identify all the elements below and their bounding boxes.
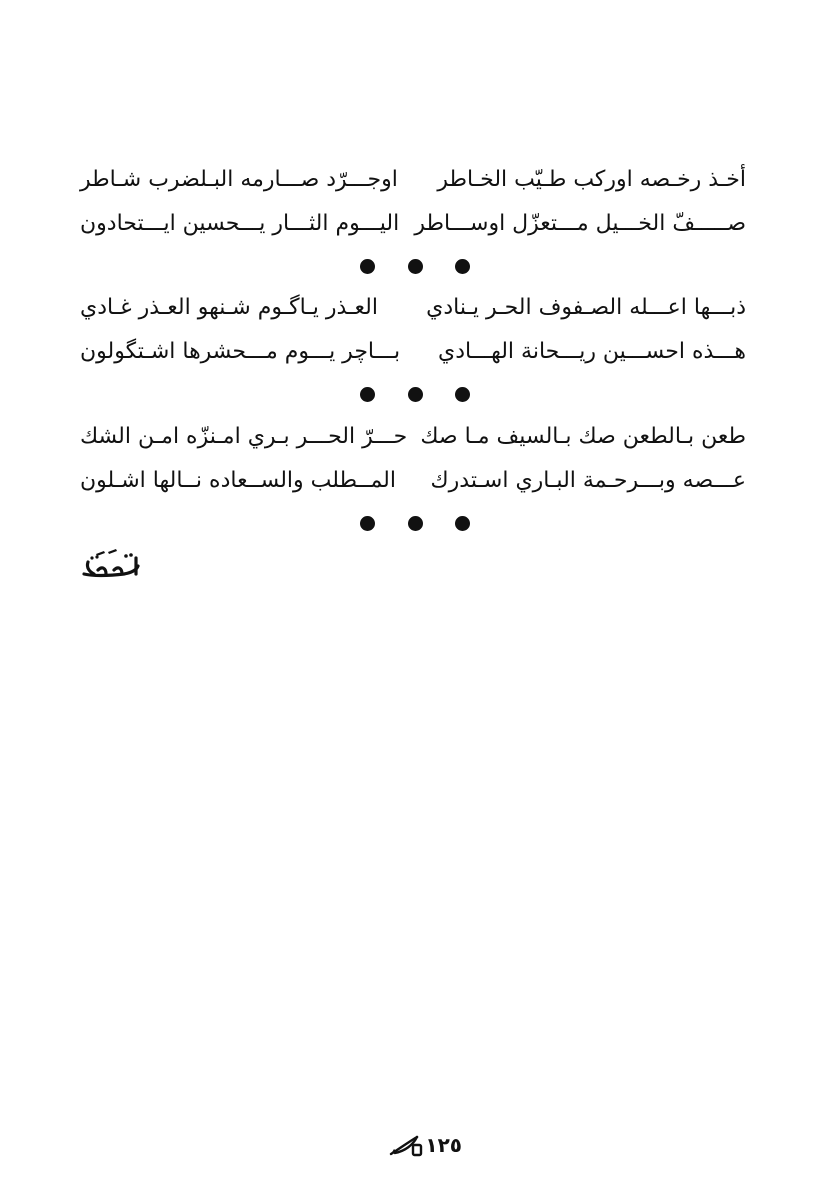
dot-icon [455,387,470,402]
verse-line [80,286,746,330]
first-hemistich: صـــــفّ الخـــيل مـــتعزّل اوســـاطر [414,211,746,236]
page-number [372,1130,462,1160]
stanza-divider [360,512,470,534]
verse-line [80,415,746,459]
dot-icon [455,516,470,531]
first-hemistich: عـــصه وبـــرحـمة البـاري اسـتدرك [430,468,746,493]
dot-icon [455,259,470,274]
dot-icon [360,259,375,274]
dot-icon [360,516,375,531]
stanza-divider [360,383,470,405]
end-mark-calligraphy [78,546,144,582]
stanza-divider [360,255,470,277]
dot-icon [408,516,423,531]
second-hemistich: العـذر يـاگـوم شـنهو العـذر غـادي [80,295,378,320]
second-hemistich: اليـــوم الثـــار يـــحسين ايـــتحادون [80,211,400,236]
verse-line [80,202,746,246]
second-hemistich: اوجـــرّد صـــارمه البـلضرب شـاطر [80,167,398,192]
dot-icon [408,259,423,274]
second-hemistich: بـــاچر يـــوم مـــحشرها اشـتگولون [80,339,401,364]
quill-icon [389,1133,423,1157]
first-hemistich: هـــذه احســـين ريـــحانة الهـــادي [438,339,746,364]
verse-line [80,459,746,503]
first-hemistich: أخـذ رخـصه اوركب طـيّب الخـاطر [437,167,746,192]
first-hemistich: طعن بـالطعن صك بـالسيف مـا صك [420,424,746,449]
verse-line [80,330,746,374]
page-number-value: ١٢٥ [425,1133,462,1157]
dot-icon [408,387,423,402]
first-hemistich: ذبـــها اعـــله الصـفوف الحـر يـنادي [426,295,746,320]
verse-line [80,158,746,202]
second-hemistich: حـــرّ الحـــر بـري امـنزّه امـن الشك [80,424,408,449]
second-hemistich: المــطلب والســعاده نــالها اشـلون [80,468,396,493]
dot-icon [360,387,375,402]
